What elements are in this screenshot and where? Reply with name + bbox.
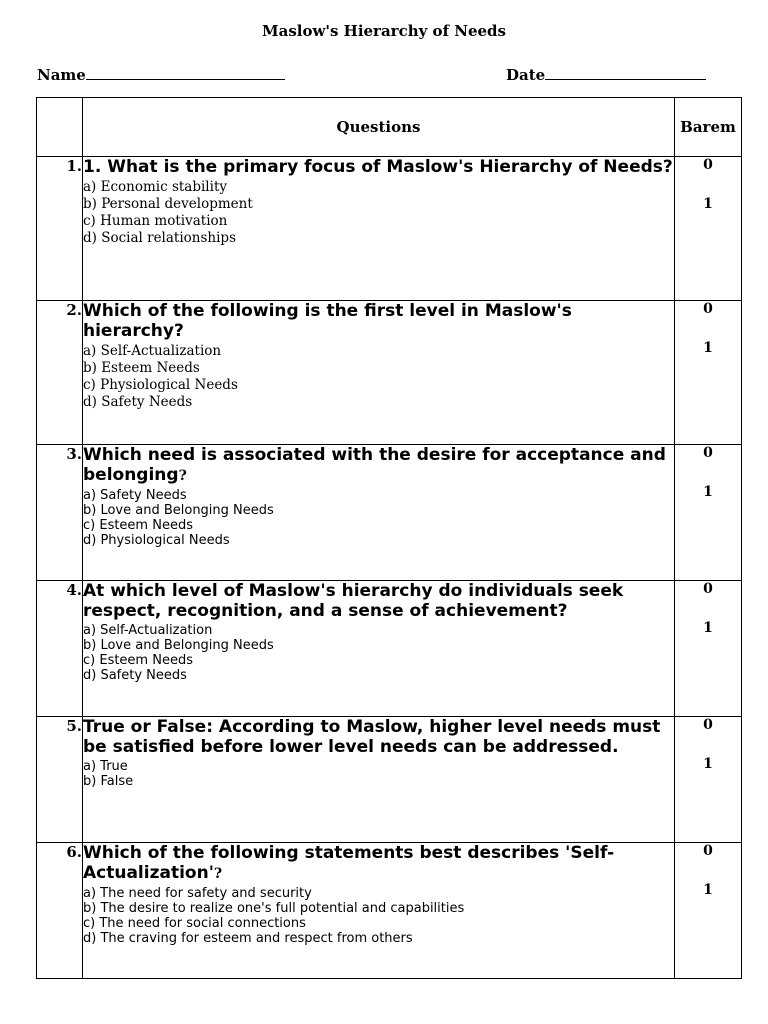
option-item: d) The craving for esteem and respect from others [83, 931, 413, 946]
question-row [37, 843, 742, 979]
score-one: 1 [703, 620, 713, 636]
question-cell [83, 301, 675, 445]
score-zero: 0 [703, 301, 713, 317]
question-cell [83, 717, 675, 843]
question-number: 2. [37, 301, 83, 445]
date-label: Date [506, 66, 546, 84]
score-one: 1 [703, 340, 713, 356]
question-row [37, 157, 742, 301]
option-item: c) The need for social connections [83, 916, 306, 931]
question-cell [83, 157, 675, 301]
date-blank-line[interactable] [545, 64, 706, 80]
option-item: a) The need for safety and security [83, 886, 312, 901]
question-text-main: Which need is associated with the desire for acceptance and belonging [83, 445, 666, 485]
barem-cell [675, 581, 742, 717]
question-number: 6. [37, 843, 83, 979]
question-mark: ? [213, 866, 223, 882]
score-zero: 0 [703, 445, 713, 461]
question-mark: ? [178, 468, 187, 484]
score-zero: 0 [703, 581, 713, 597]
option-item: a) Self-Actualization [83, 343, 222, 359]
question-text-main: Which of the following statements best describes 'Self-Actualization' [83, 843, 615, 883]
barem-cell [675, 157, 742, 301]
question-row [37, 301, 742, 445]
option-item: a) True [83, 759, 128, 774]
question-cell [83, 445, 675, 581]
option-item: a) Self-Actualization [83, 623, 213, 638]
barem-cell [675, 717, 742, 843]
barem-cell [675, 843, 742, 979]
option-item: c) Esteem Needs [83, 518, 193, 533]
option-item: d) Safety Needs [83, 394, 193, 410]
questions-header: Questions [83, 98, 675, 157]
score-zero: 0 [703, 157, 713, 173]
option-item: c) Human motivation [83, 213, 228, 229]
option-item: b) Personal development [83, 196, 253, 212]
question-number: 4. [37, 581, 83, 717]
option-item: b) False [83, 774, 134, 789]
option-list [83, 759, 674, 789]
table-header-row [37, 98, 742, 157]
option-item: d) Safety Needs [83, 668, 187, 683]
barem-cell [675, 301, 742, 445]
question-text: True or False: According to Maslow, higher level needs must be satisfied before lower level needs can be addressed. [83, 717, 661, 757]
question-text [83, 843, 674, 884]
option-list [83, 623, 674, 683]
question-cell [83, 581, 675, 717]
score-zero: 0 [703, 843, 713, 859]
name-label: Name [37, 66, 86, 84]
option-list [83, 343, 674, 411]
question-row [37, 717, 742, 843]
barem-header: Barem [675, 98, 742, 157]
option-item: a) Economic stability [83, 179, 227, 195]
score-one: 1 [703, 196, 713, 212]
question-text: Which of the following is the first level in Maslow's hierarchy? [83, 301, 572, 341]
score-one: 1 [703, 882, 713, 898]
option-item: a) Safety Needs [83, 488, 187, 503]
option-item: b) Love and Belonging Needs [83, 503, 274, 518]
option-item: b) The desire to realize one's full potential and capabilities [83, 901, 465, 916]
option-item: c) Physiological Needs [83, 377, 238, 393]
question-text: At which level of Maslow's hierarchy do individuals seek respect, recognition, and a sense of achievement? [83, 581, 624, 621]
question-row [37, 581, 742, 717]
option-item: c) Esteem Needs [83, 653, 193, 668]
question-row [37, 445, 742, 581]
question-text: 1. What is the primary focus of Maslow's Hierarchy of Needs? [83, 157, 673, 177]
option-item: b) Esteem Needs [83, 360, 200, 376]
number-column-header [37, 98, 83, 157]
quiz-table [36, 97, 742, 979]
name-blank-line[interactable] [86, 64, 285, 80]
option-list [83, 179, 674, 247]
option-item: b) Love and Belonging Needs [83, 638, 274, 653]
name-field[interactable] [37, 64, 285, 84]
option-item: d) Physiological Needs [83, 533, 230, 548]
question-text [83, 445, 674, 486]
score-one: 1 [703, 484, 713, 500]
option-item: d) Social relationships [83, 230, 236, 246]
barem-cell [675, 445, 742, 581]
question-number: 3. [37, 445, 83, 581]
question-cell [83, 843, 675, 979]
option-list [83, 488, 674, 548]
page-title: Maslow's Hierarchy of Needs [262, 22, 506, 40]
question-number: 1. [37, 157, 83, 301]
question-number: 5. [37, 717, 83, 843]
score-zero: 0 [703, 717, 713, 733]
option-list [83, 886, 674, 946]
score-one: 1 [703, 756, 713, 772]
date-field[interactable] [506, 64, 706, 84]
